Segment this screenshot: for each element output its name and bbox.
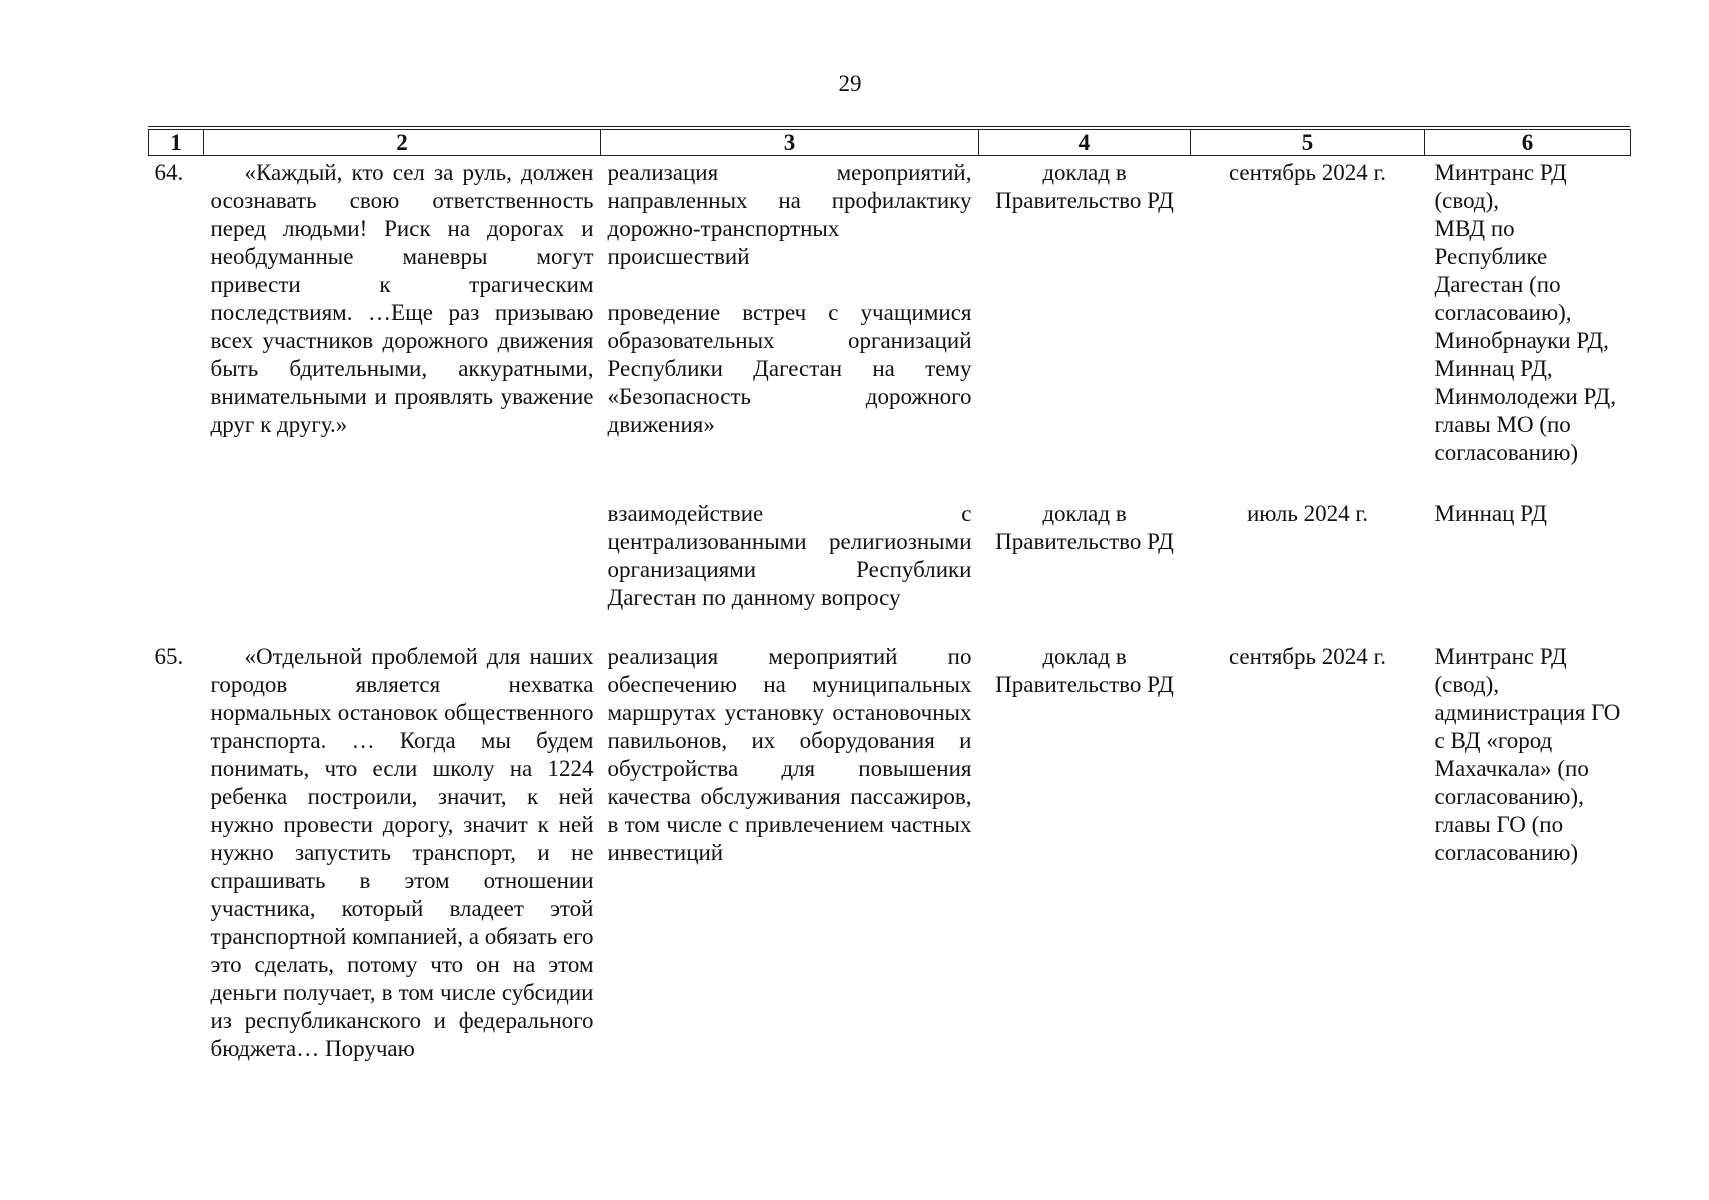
deadline: июль 2024 г. <box>1247 501 1368 526</box>
executor-line: Миннац РД, <box>1434 356 1553 381</box>
plan-table <box>148 129 1631 1063</box>
report-form: доклад в Правительство РД <box>995 501 1174 554</box>
column-header-2: 2 <box>204 130 601 156</box>
column-number-row <box>149 130 1631 156</box>
executor-line: администрация ГО с ВД «город Махачкала» (по согласованию), <box>1434 700 1621 809</box>
report-form: доклад в Правительство РД <box>995 160 1174 213</box>
table-row <box>149 156 1631 468</box>
row-spacer <box>149 612 1631 640</box>
table-top-rule <box>148 126 1630 127</box>
deadline: сентябрь 2024 г. <box>1228 644 1387 669</box>
measure-text: реализация мероприятий по обеспечению на муниципальных маршрутах установку остановочных павильонов, их оборудования и обустройства для повышения качества обслуживания пассажиров, в том числе с привлечением частных инвестиций <box>607 644 972 865</box>
executor-line: Миннац РД <box>1434 501 1547 526</box>
row-number <box>149 497 204 612</box>
executor-line: Минобрнауки РД, <box>1434 328 1609 353</box>
deadline: сентябрь 2024 г. <box>1228 160 1387 185</box>
quote-text: «Каждый, кто сел за руль, должен осознавать свою ответственность перед людьми! Риск на дорогах и необдуманные маневры могут привести к трагическим последствиям. …Еще раз призываю всех участников дорожного движения быть бдительными, аккуратными, внимательными и проявлять уважение друг к другу.» <box>210 160 594 437</box>
row-number: 65. <box>154 644 184 669</box>
quote-text <box>204 497 601 612</box>
column-header-4: 4 <box>979 130 1191 156</box>
table-row <box>149 640 1631 1063</box>
measure-text: реализация мероприятий, направленных на профилактику дорожно-транспортных происшествий <box>607 160 972 269</box>
executor-line: Минтранс РД (свод), <box>1434 644 1567 697</box>
executor-line: МВД по Республике Дагестан (по согласоваию), <box>1434 216 1572 325</box>
column-header-5: 5 <box>1191 130 1425 156</box>
executors <box>1425 497 1631 612</box>
executors <box>1425 640 1631 1063</box>
page-number: 29 <box>838 71 862 96</box>
column-header-6: 6 <box>1425 130 1631 156</box>
report-form: доклад в Правительство РД <box>995 644 1174 697</box>
column-header-1: 1 <box>149 130 204 156</box>
measure-text: проведение встреч с учащимися образовательных организаций Республики Дагестан на тему «Безопасность дорожного движения» <box>607 300 972 437</box>
measure-cell <box>601 156 979 468</box>
row-number: 64. <box>154 160 184 185</box>
executor-line: Минмолодежи РД, <box>1434 384 1616 409</box>
executor-line: главы МО (по согласованию) <box>1434 412 1579 465</box>
quote-text: «Отдельной проблемой для наших городов является нехватка нормальных остановок общественного транспорта. … Когда мы будем понимать, что если школу на 1224 ребенка построили, значит, к ней нужно провести дорогу, значит к ней нужно запустить транспорт, и не спрашивать в этом отношении участника, который владеет этой транспортной компанией, а обязать его это сделать, потому что он на этом деньги получает, в том числе субсидии из республиканского и федерального бюджета… Поручаю <box>210 644 594 1061</box>
executor-line: Минтранс РД (свод), <box>1434 160 1567 213</box>
row-spacer <box>149 467 1631 497</box>
table-row <box>149 497 1631 612</box>
column-header-3: 3 <box>601 130 979 156</box>
executors <box>1425 156 1631 468</box>
measure-text: взаимодействие с централизованными религиозными организациями Республики Дагестан по данному вопросу <box>607 501 972 610</box>
executor-line: главы ГО (по согласованию) <box>1434 812 1579 865</box>
